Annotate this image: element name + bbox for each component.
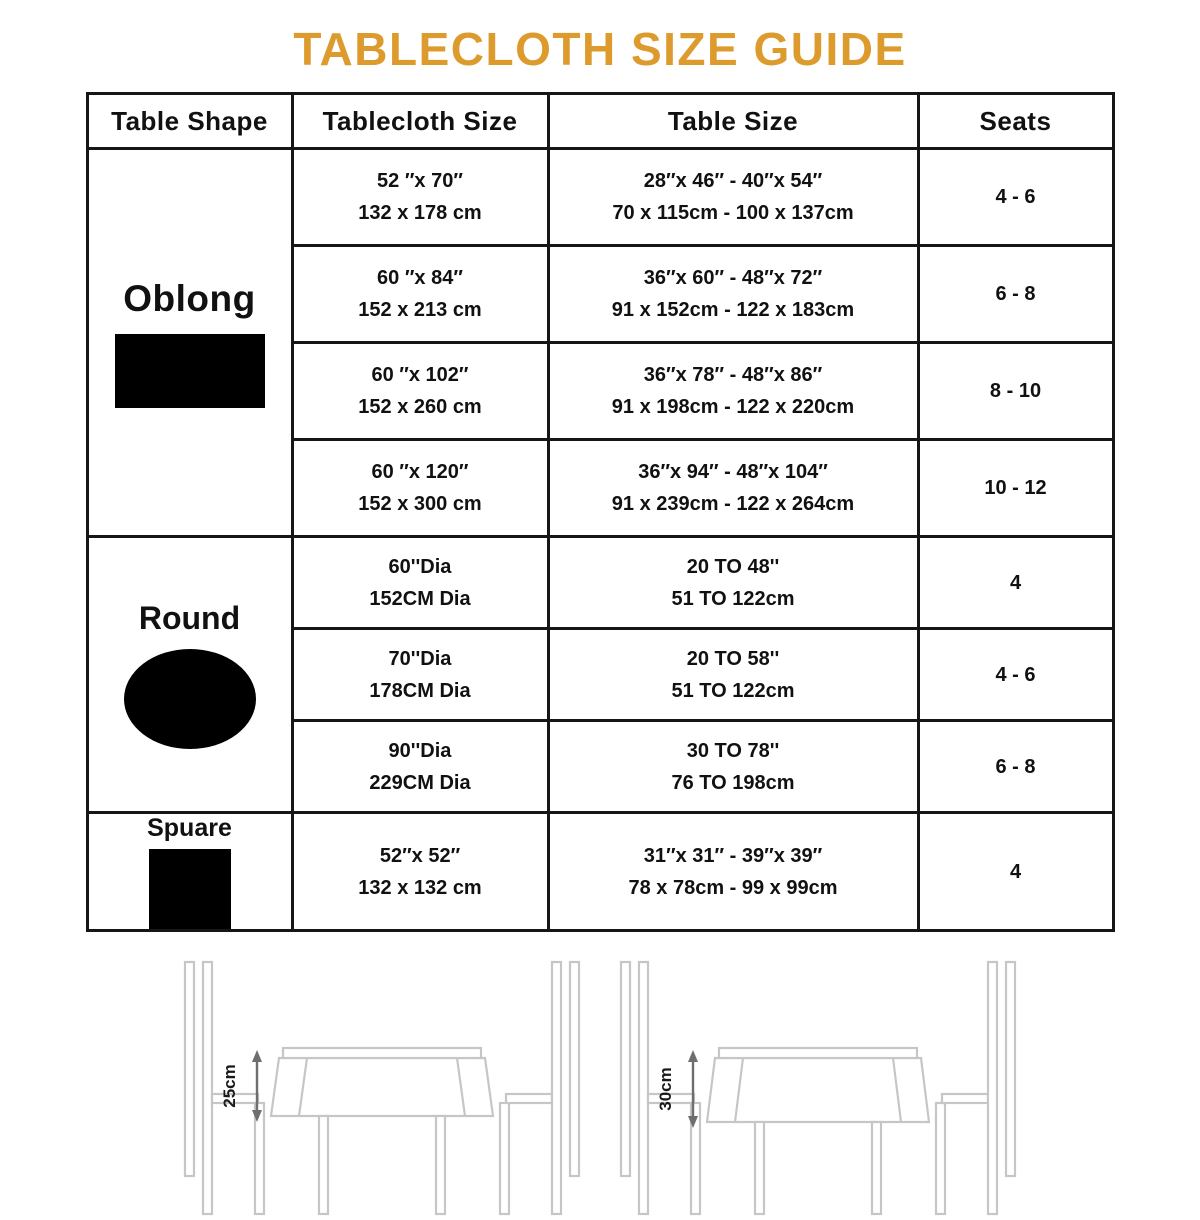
- cell-table-size: [548, 629, 918, 721]
- shape-label-oblong: Oblong: [123, 277, 256, 319]
- cloth-size-line-2: 229CM Dia: [369, 771, 471, 794]
- cell-seats: 4: [918, 537, 1113, 629]
- cell-seats: 6 - 8: [918, 246, 1113, 343]
- cloth-size-line-1: 60 ″x 120″: [371, 461, 469, 483]
- cell-table-size: [548, 246, 918, 343]
- cloth-size-line-2: 132 x 178 cm: [358, 202, 482, 224]
- cell-seats: 4 - 6: [918, 149, 1113, 246]
- shape-cell-round: [87, 537, 292, 813]
- right-chair: [500, 962, 579, 1214]
- cloth-size-line-2: 132 x 132 cm: [358, 876, 482, 899]
- shape-cell-square: [87, 813, 292, 931]
- cell-tablecloth-size: [292, 537, 548, 629]
- table-with-cloth: [271, 1048, 493, 1214]
- drop-diagram-30cm: [603, 958, 1033, 1220]
- header-row: [87, 94, 1113, 149]
- table-size-line-2: 91 x 198cm - 122 x 220cm: [611, 396, 855, 418]
- drop-measure-arrow-icon: [656, 1050, 698, 1128]
- table-size-line-2: 76 TO 198cm: [671, 771, 795, 794]
- cell-seats: 4: [918, 813, 1113, 931]
- cell-table-size: [548, 537, 918, 629]
- cell-table-size: [548, 149, 918, 246]
- table-chairs-drawing: [603, 958, 1033, 1220]
- table-size-line-1: 30 TO 78'': [686, 739, 780, 762]
- right-chair: [936, 962, 1015, 1214]
- cell-table-size: [548, 813, 918, 931]
- shape-label-square: Spuare: [147, 814, 232, 842]
- page-title: TABLECLOTH SIZE GUIDE: [293, 23, 907, 75]
- shape-label-round: Round: [138, 600, 241, 636]
- cloth-size-line-1: 52 ″x 70″: [377, 170, 463, 192]
- cell-table-size: [548, 440, 918, 537]
- cloth-size-line-1: 60 ″x 84″: [377, 267, 463, 289]
- table-size-line-1: 31″x 31″ - 39″x 39″: [643, 844, 823, 867]
- round-shape-icon: [124, 649, 256, 749]
- col-header-tablecloth-size: Tablecloth Size: [292, 94, 548, 149]
- square-shape-icon: [149, 849, 231, 929]
- cell-tablecloth-size: [292, 440, 548, 537]
- drop-measure-label: 25cm: [220, 1064, 239, 1108]
- cell-tablecloth-size: [292, 149, 548, 246]
- cloth-size-line-1: 90''Dia: [388, 739, 452, 762]
- cell-seats: 4 - 6: [918, 629, 1113, 721]
- cell-table-size: [548, 343, 918, 440]
- table-size-line-1: 36″x 60″ - 48″x 72″: [643, 267, 823, 289]
- cell-tablecloth-size: [292, 721, 548, 813]
- table-chairs-drawing: [167, 958, 597, 1220]
- cell-tablecloth-size: [292, 813, 548, 931]
- cell-tablecloth-size: [292, 246, 548, 343]
- table-row: [87, 149, 1113, 246]
- table-size-line-2: 78 x 78cm - 99 x 99cm: [628, 876, 838, 899]
- cloth-size-line-2: 152CM Dia: [369, 587, 471, 610]
- cloth-size-line-1: 60''Dia: [388, 555, 452, 578]
- col-header-table-size: Table Size: [548, 94, 918, 149]
- table-with-cloth: [707, 1048, 929, 1214]
- col-header-table-shape: Table Shape: [87, 94, 292, 149]
- col-header-seats: Seats: [918, 94, 1113, 149]
- table-size-line-2: 51 TO 122cm: [671, 587, 795, 610]
- cell-seats: 8 - 10: [918, 343, 1113, 440]
- cloth-size-line-2: 152 x 260 cm: [358, 396, 482, 418]
- oblong-shape-icon: [115, 334, 265, 408]
- cell-seats: 10 - 12: [918, 440, 1113, 537]
- drop-measure-arrow-icon: [220, 1050, 262, 1122]
- cell-seats: 6 - 8: [918, 721, 1113, 813]
- cloth-size-line-1: 60 ″x 102″: [371, 364, 469, 386]
- table-size-line-1: 20 TO 48'': [686, 555, 780, 578]
- cloth-size-line-2: 152 x 300 cm: [358, 493, 482, 515]
- cell-tablecloth-size: [292, 343, 548, 440]
- drop-diagram-25cm: [167, 958, 597, 1220]
- table-size-line-2: 51 TO 122cm: [671, 679, 795, 702]
- cloth-size-line-2: 152 x 213 cm: [358, 299, 482, 321]
- table-row: [87, 537, 1113, 629]
- cell-table-size: [548, 721, 918, 813]
- drop-measure-label: 30cm: [656, 1067, 675, 1111]
- shape-cell-oblong: [87, 149, 292, 537]
- table-size-line-2: 91 x 152cm - 122 x 183cm: [611, 299, 855, 321]
- table-size-line-1: 36″x 78″ - 48″x 86″: [643, 364, 823, 386]
- table-size-line-1: 20 TO 58'': [686, 647, 780, 670]
- table-row: [87, 813, 1113, 931]
- table-size-line-1: 36″x 94″ - 48″x 104″: [638, 461, 828, 483]
- cloth-size-line-1: 52″x 52″: [379, 844, 461, 867]
- cloth-size-line-2: 178CM Dia: [369, 679, 471, 702]
- table-size-line-1: 28″x 46″ - 40″x 54″: [643, 170, 823, 192]
- cloth-size-line-1: 70''Dia: [388, 647, 452, 670]
- cell-tablecloth-size: [292, 629, 548, 721]
- table-size-line-2: 70 x 115cm - 100 x 137cm: [612, 202, 854, 224]
- tablecloth-drop-diagrams: [0, 958, 1200, 1220]
- size-guide-table: [86, 92, 1115, 932]
- table-size-line-2: 91 x 239cm - 122 x 264cm: [611, 493, 855, 515]
